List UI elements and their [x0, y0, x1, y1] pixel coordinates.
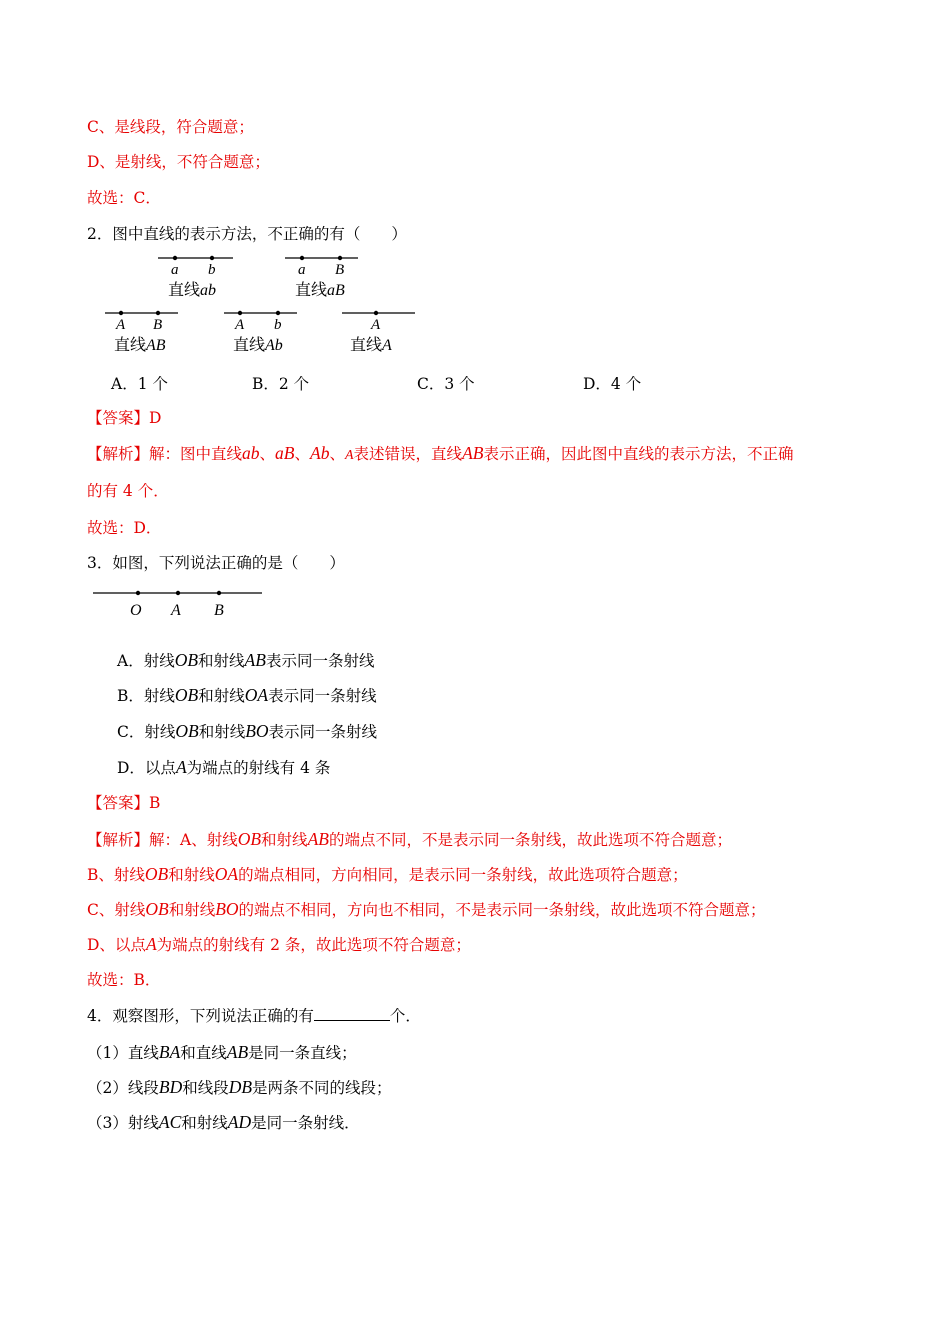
- q3-stem: 3．如图，下列说法正确的是（ ）: [87, 554, 345, 572]
- q3-choose: 故选：B．: [87, 971, 161, 989]
- prev-choose: 故选：C．: [87, 189, 161, 207]
- q2-figure-3: [105, 311, 178, 354]
- q2-option-c: C．3 个: [417, 375, 475, 393]
- q3-option-c: C．射线OB和射线BO表示同一条射线: [117, 721, 378, 741]
- q2-fig2-caption-prefix: 直线: [295, 280, 328, 299]
- q2-fig4-caption-prefix: 直线: [233, 335, 266, 354]
- q3-analysis-line-1: 【解析】解：A、射线OB和射线AB的端点不同，不是表示同一条射线，故此选项不符合题意；: [87, 829, 732, 849]
- prev-solution-d: D、是射线，不符合题意；: [87, 153, 270, 171]
- q3-analysis-line-2: B、射线OB和射线OA的端点相同，方向相同，是表示同一条射线，故此选项符合题意；: [87, 864, 688, 884]
- q2-analysis-line-1: 【解析】解：图中直线ab、aB、Ab、A表述错误，直线AB表示正确，因此图中直线的表示方法，不正确: [87, 443, 794, 463]
- q2-option-b: B．2 个: [252, 375, 310, 393]
- q2-fig3-caption-prefix: 直线: [114, 335, 147, 354]
- q2-fig1-label-2: b: [208, 262, 216, 278]
- q2-analysis-tag: 【解析】: [87, 445, 150, 463]
- q2-fig1-caption-var: ab: [200, 282, 217, 299]
- q2-choose: 故选：D．: [87, 519, 162, 537]
- q2-option-a: A．1 个: [111, 375, 168, 393]
- q2-figure-1: [158, 256, 233, 299]
- q2-fig4-label-2: b: [274, 317, 282, 333]
- q2-option-d: D．4 个: [583, 375, 642, 393]
- q2-fig1-label-1: a: [171, 262, 179, 278]
- q3-analysis-line-3: C、射线OB和射线BO的端点不相同，方向也不相同，不是表示同一条射线，故此选项不符合题意；: [87, 899, 766, 919]
- svg-text:直线aB: [295, 280, 345, 299]
- q2-stem: 2．图中直线的表示方法，不正确的有（ ）: [87, 225, 407, 243]
- q4-statement-2: （2）线段BD和线段DB是两条不同的线段；: [87, 1077, 392, 1097]
- q4-statement-3: （3）射线AC和射线AD是同一条射线．: [87, 1112, 360, 1132]
- q2-fig1-caption-prefix: 直线: [168, 280, 201, 299]
- q2-figure-5: [342, 311, 415, 354]
- q2-fig3-caption-var: AB: [146, 337, 166, 354]
- q2-figures: [100, 250, 430, 360]
- q4-statement-1: （1）直线BA和直线AB是同一条直线；: [87, 1042, 357, 1062]
- q3-option-a: A．射线OB和射线AB表示同一条射线: [117, 650, 375, 670]
- svg-text:直线AB: [114, 335, 166, 354]
- q2-fig5-caption-prefix: 直线: [350, 335, 383, 354]
- q2-fig3-label-1: A: [116, 317, 126, 333]
- q2-figure-2: [285, 256, 358, 299]
- q2-fig3-label-2: B: [153, 317, 163, 333]
- q2-fig2-caption-var: aB: [327, 282, 345, 299]
- q4-stem: 4．观察图形，下列说法正确的有 个．: [87, 1007, 421, 1025]
- q3-analysis-tag: 【解析】: [87, 831, 150, 849]
- q2-analysis-line-2: 的有 4 个．: [87, 482, 169, 500]
- q3-label-b: B: [214, 602, 224, 619]
- q2-figure-4: [224, 311, 297, 354]
- q2-fig2-label-2: B: [335, 262, 345, 278]
- q4-answer-blank: [314, 1006, 390, 1021]
- q2-fig4-label-1: A: [235, 317, 245, 333]
- q3-option-b: B．射线OB和射线OA表示同一条射线: [117, 685, 377, 705]
- q2-fig4-caption-var: Ab: [265, 337, 283, 354]
- svg-text:直线Ab: [233, 335, 283, 354]
- q3-analysis-line-4: D、以点A为端点的射线有 2 条，故此选项不符合题意；: [87, 934, 471, 954]
- q2-fig2-label-1: a: [298, 262, 306, 278]
- q2-fig5-caption-var: A: [382, 337, 392, 354]
- q2-answer: 【答案】D: [87, 409, 162, 427]
- q3-answer: 【答案】B: [87, 794, 161, 812]
- svg-text:直线ab: [168, 280, 216, 299]
- prev-solution-c: C、是线段，符合题意；: [87, 118, 254, 136]
- q2-fig5-label-1: A: [371, 317, 381, 333]
- svg-text:直线A: [350, 335, 392, 354]
- q3-option-d: D．以点A为端点的射线有 4 条: [117, 757, 331, 777]
- q3-label-o: O: [130, 602, 142, 619]
- q3-label-a: A: [171, 602, 181, 619]
- q3-figure: [90, 584, 270, 620]
